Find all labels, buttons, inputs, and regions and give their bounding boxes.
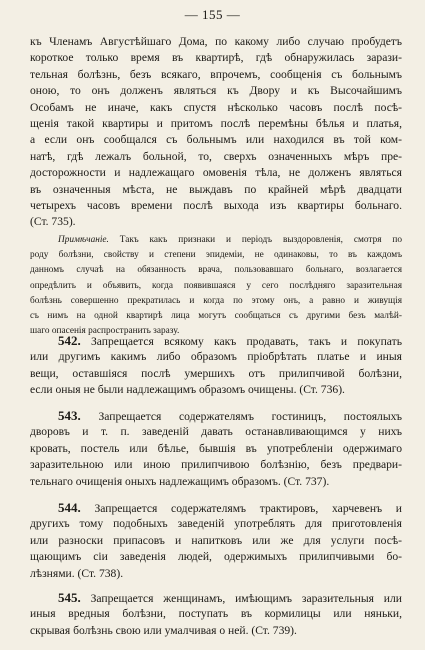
article-number: 545.: [58, 590, 81, 605]
note-block: [30, 233, 402, 339]
note-line: данномъ случаѣ на обязанность врача, пользовавшаго больнаго, возлагается: [30, 265, 402, 276]
article-542: [30, 333, 402, 399]
text-line: или другимъ какимъ либо образомъ пріобрѣтать платье и иныя: [30, 350, 402, 364]
article-number: 544.: [58, 500, 81, 515]
text-line: тельнаго очищенія оныхъ надлежащимъ образомъ. (Ст. 737).: [30, 474, 330, 488]
note-first-line: [30, 233, 402, 248]
note-text: Такъ какъ признаки и періодъ выздоровленія, смотря по: [119, 235, 402, 245]
text-line: короткое только время въ квартирѣ, гдѣ обнаружилась зарази-: [30, 51, 402, 65]
note-label: Примѣчаніе.: [58, 235, 109, 245]
article-text: Запрещается женщинамъ, имѣющимъ заразительныя или: [90, 592, 402, 605]
text-line: къ Членамъ Августѣйшаго Дома, по какому либо случаю пробудетъ: [30, 35, 402, 48]
continuation-paragraph: [30, 34, 402, 231]
text-line: дворовъ и т. п. заведеній давать останавливающимся у нихъ: [30, 425, 402, 439]
note-line: шаго опасенія распространить заразу.: [30, 326, 180, 337]
text-line: въ означенныя мѣста, не выждавъ по крайней мѣрѣ двадцати: [30, 182, 402, 196]
article-545: [30, 590, 402, 639]
article-first-line: [30, 590, 402, 606]
text-line: лѣзнями. (Ст. 738).: [30, 566, 124, 580]
article-first-line: [30, 408, 402, 424]
text-line: щенія такой квартиры и притомъ послѣ перемѣны бѣлья и платья,: [30, 116, 402, 130]
text-line: четырехъ часовъ времени послѣ выхода изъ квартиры больнаго.: [30, 198, 402, 212]
article-text: Запрещается содержателямъ трактировъ, харчевенъ и: [94, 502, 402, 515]
article-text: Запрещается всякому какъ продавать, такъ и покупать: [91, 335, 402, 348]
article-number: 543.: [58, 408, 81, 423]
text-line: Особамъ не иначе, какъ спустя нѣсколько часовъ послѣ посѣ-: [30, 100, 402, 114]
article-text: Запрещается содержателямъ гостиницъ, постоялыхъ: [98, 410, 402, 423]
text-line: или разноски припасовъ и напитковъ или же для услуги посѣ-: [30, 533, 402, 547]
text-line: скрывая болѣзнь свою или умалчивая о ней. (Ст. 739).: [30, 623, 297, 637]
text-line: а если онъ сообщался съ больнымъ или находился въ той ком-: [30, 133, 402, 147]
article-first-line: [30, 333, 402, 349]
note-line: болѣзнь совершенно прекратилась и когда по этому онъ, а равно и живущія: [30, 295, 402, 306]
text-line: оною, то онъ долженъ являться къ Двору и къ Высочайшимъ: [30, 84, 402, 98]
page-number: — 155 —: [184, 7, 241, 22]
article-first-line: [30, 500, 402, 516]
note-line: роду болѣзни, свойству и степени эпидеміи, не одинаковы, то въ каждомъ: [30, 250, 402, 261]
text-line: кровать, постель или бѣлье, бывшія въ употребленіи одержимаго: [30, 441, 402, 455]
text-line: другихъ тому подобныхъ заведеній употреблять для приготовленія: [30, 517, 402, 531]
text-line: иныя вредныя болѣзни, поступать въ кормилицы или няньки,: [30, 607, 402, 621]
text-line: если оныя не были надлежащимъ образомъ очищены. (Ст. 736).: [30, 383, 345, 397]
note-line: съ нимъ на одной квартирѣ лица могутъ сообщаться съ другими безъ малѣй-: [30, 310, 402, 321]
text-line: вещи, оставшіяся послѣ умершихъ отъ прилипчивой болѣзни,: [30, 366, 402, 380]
text-line: тельная болѣзнь, безъ всякаго, впрочемъ, сообщенія съ больнымъ: [30, 67, 402, 81]
text-line: заразительною или иною прилипчивою болѣзнію, безъ предвари-: [30, 458, 402, 472]
text-line: досторожности и надлежащаго омовенія тѣла, не долженъ являться: [30, 166, 402, 180]
article-543: [30, 408, 402, 490]
article-544: [30, 500, 402, 582]
note-line: опредѣлить и объявить, когда появившаяся у сего послѣдняго заразительная: [30, 280, 402, 291]
text-line: натѣ, гдѣ лежалъ больной, то, сверхъ означенныхъ мѣръ пре-: [30, 149, 402, 163]
article-number: 542.: [58, 333, 81, 348]
text-line: щающимъ сіи заведенія людей, одержимыхъ прилипчивыми бо-: [30, 550, 402, 564]
text-line: (Ст. 735).: [30, 215, 76, 229]
